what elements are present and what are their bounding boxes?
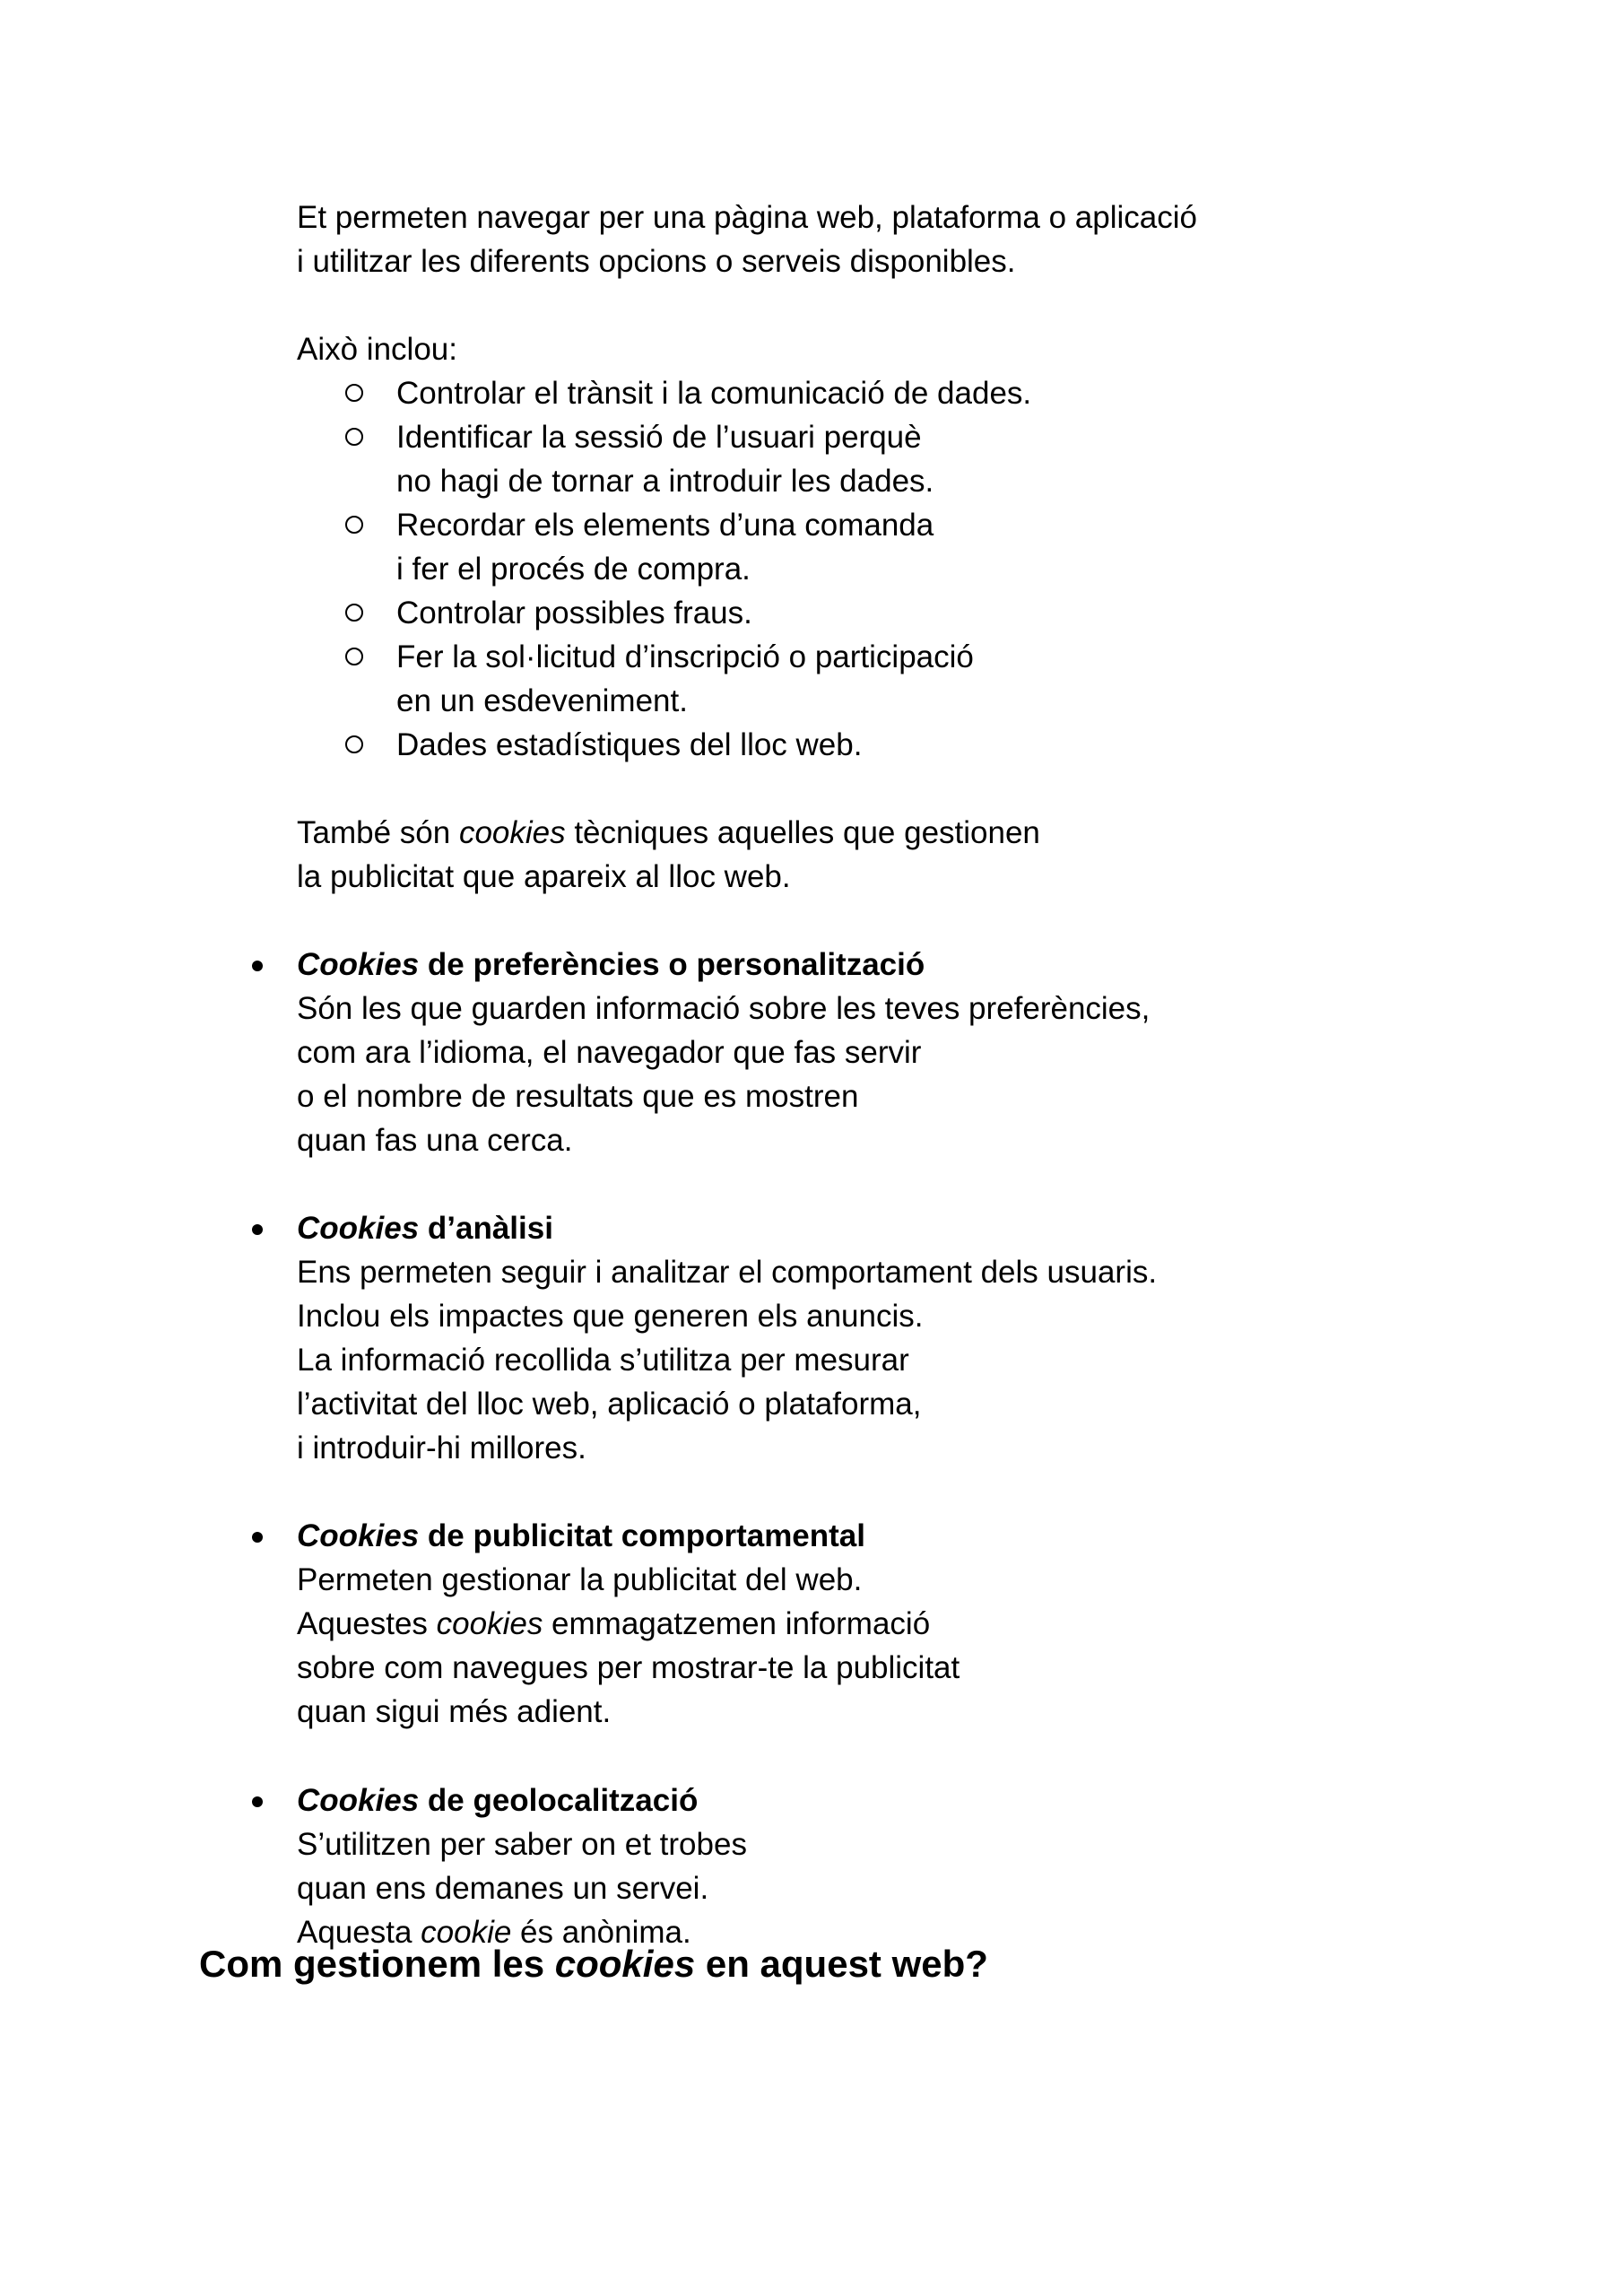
bullet-icon	[252, 1224, 263, 1235]
intro-line: i utilitzar les diferents opcions o serveis disponibles.	[297, 244, 1016, 279]
list-item: Controlar el trànsit i la comunicació de dades.	[396, 376, 1032, 411]
section-heading: Com gestionem les cookies en aquest web?	[199, 1943, 988, 1985]
section-title: Cookies d’anàlisi	[297, 1211, 553, 1246]
bullet-icon	[252, 1532, 263, 1543]
hollow-bullet-icon	[345, 648, 363, 665]
hollow-bullet-icon	[345, 428, 363, 446]
hollow-bullet-icon	[345, 604, 363, 622]
list-item: Fer la sol·licitud d’inscripció o participació en un esdeveniment.	[396, 639, 974, 718]
section-title: Cookies de geolocalització	[297, 1783, 699, 1818]
section-behavioral-ads: Cookies de publicitat comportamental Permeten gestionar la publicitat del web. Aquestes cookies emmagatzemen informació sobre com navegues per mostrar-te la publicitat quan sigui més adient.	[297, 1514, 960, 1734]
hollow-bullet-icon	[345, 384, 363, 402]
section-title: Cookies de publicitat comportamental	[297, 1518, 866, 1553]
list-item: Dades estadístiques del lloc web.	[396, 727, 863, 762]
list-item: Identificar la sessió de l’usuari perquè no hagi de tornar a introduir les dades.	[396, 420, 934, 499]
section-analysis: Cookies d’anàlisi Ens permeten seguir i analitzar el comportament dels usuaris. Inclou els impactes que generen els anuncis. La informació recollida s’utilitza per mesurar l’activitat del lloc web, aplicació o plataforma, i introduir-hi millores.	[297, 1206, 1157, 1470]
section-geolocation: Cookies de geolocalització S’utilitzen per saber on et trobes quan ens demanes un servei. Aquesta cookie és anònima.	[297, 1779, 747, 1954]
list-item: Controlar possibles fraus.	[396, 596, 752, 631]
list-item: Recordar els elements d’una comanda i fer el procés de compra.	[396, 508, 934, 587]
hollow-bullet-icon	[345, 735, 363, 753]
intro-line: Et permeten navegar per una pàgina web, plataforma o aplicació	[297, 200, 1197, 235]
intro-paragraph	[297, 196, 1197, 283]
bullet-icon	[252, 961, 263, 971]
hollow-bullet-icon	[345, 516, 363, 534]
section-title: Cookies de preferències o personalització	[297, 947, 925, 982]
tecniques-note: També són cookies tècniques aquelles que gestionen la publicitat que apareix al lloc web.	[297, 815, 1040, 894]
section-preferences: Cookies de preferències o personalització Són les que guarden informació sobre les teves preferències, com ara l’idioma, el navegador que fas servir o el nombre de resultats que es mostren quan fas una cerca.	[297, 943, 1150, 1162]
includes-label: Això inclou:	[297, 332, 457, 367]
bullet-icon	[252, 1796, 263, 1807]
